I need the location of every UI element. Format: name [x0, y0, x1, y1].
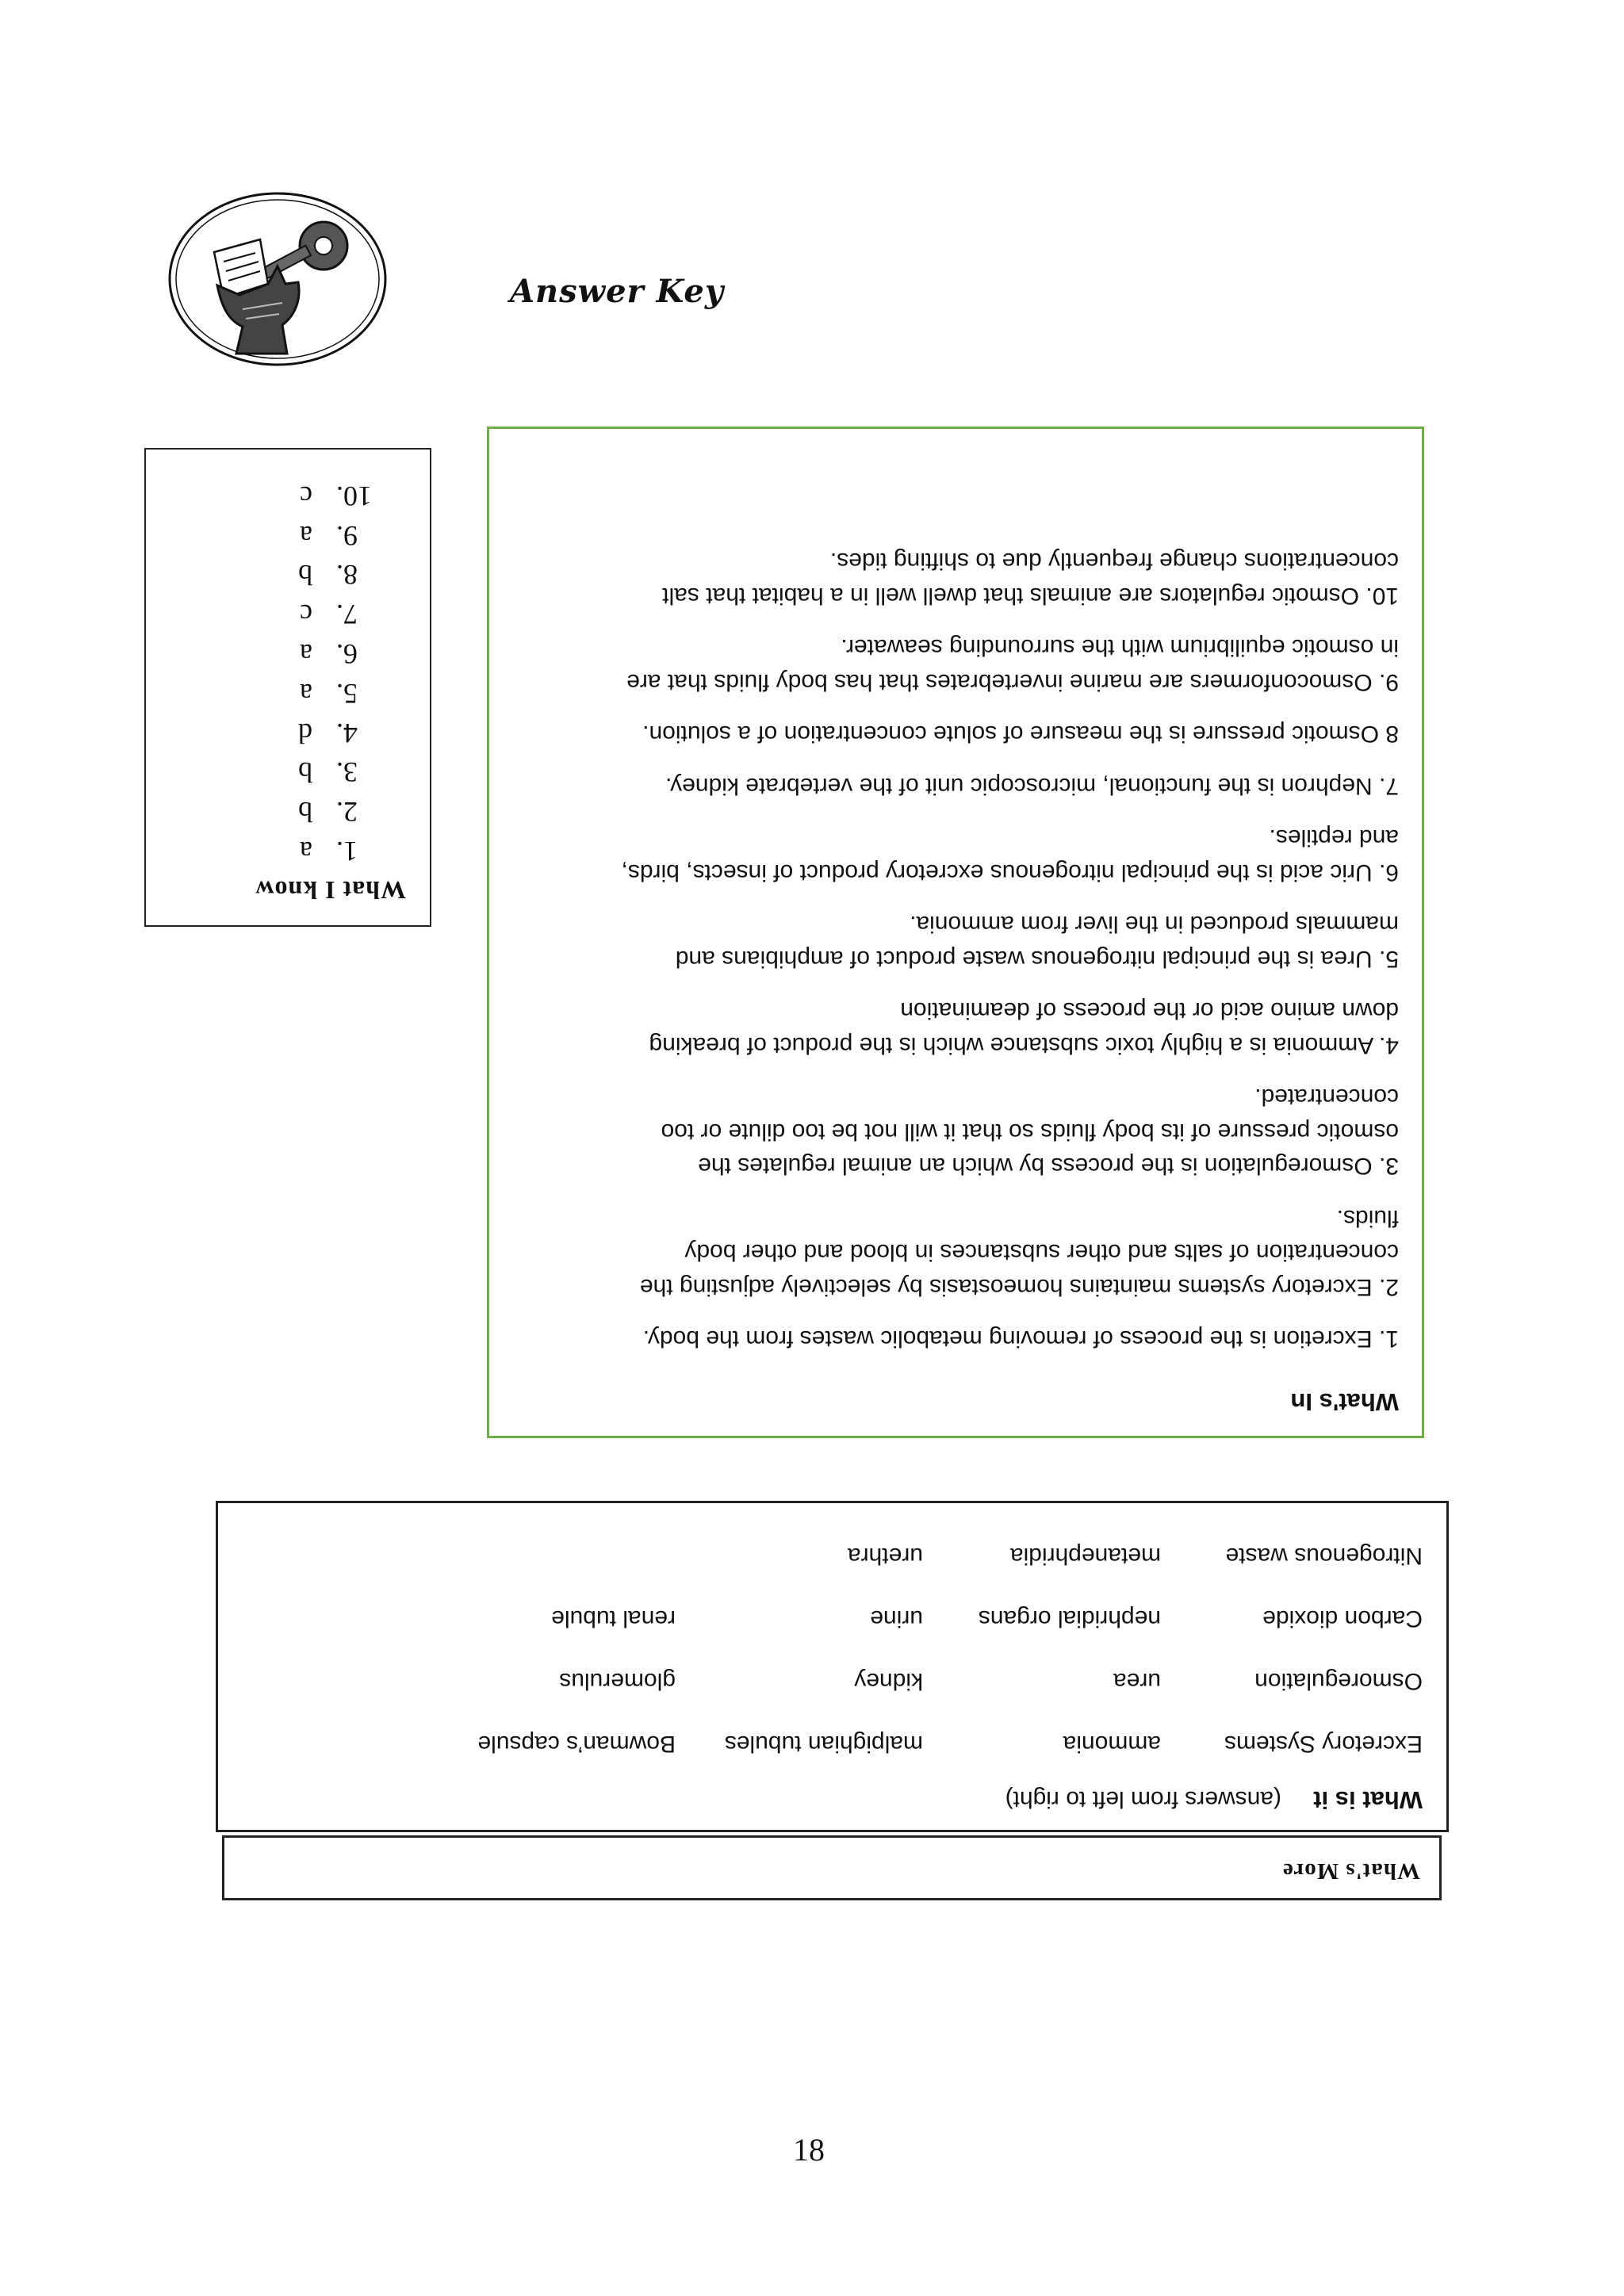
whats-in-item: [511, 544, 1399, 613]
answer-item: [170, 594, 406, 633]
what-is-it-term: urine: [870, 1605, 923, 1632]
whats-more-heading: What's More: [1282, 1858, 1420, 1884]
answer-letter: a: [300, 677, 312, 710]
what-is-it-term: kidney: [854, 1668, 923, 1694]
what-is-it-term: Osmoregulation: [1254, 1668, 1423, 1694]
answer-key-logo: [167, 190, 389, 369]
what-is-it-term: urea: [1113, 1668, 1161, 1694]
what-i-know-heading: What I know: [255, 876, 406, 905]
whats-in-item: [511, 993, 1399, 1062]
whats-in-line: 10. Osmotic regulators are animals that dwell well in a habitat that salt: [662, 583, 1399, 609]
answer-item: [170, 633, 406, 673]
answer-letter: a: [300, 519, 312, 552]
answer-item: [170, 476, 406, 515]
answer-letter: c: [300, 599, 312, 631]
what-is-it-term: [438, 1542, 676, 1569]
whats-in-line: concentration of salts and other substances in blood and other body: [684, 1239, 1399, 1266]
whats-in-item: [511, 1080, 1399, 1184]
whats-in-box: [487, 427, 1424, 1438]
what-is-it-term: Excretory Systems: [1224, 1731, 1423, 1757]
answer-number: 10.: [336, 480, 372, 512]
answer-item: [170, 515, 406, 555]
answer-number: 6.: [336, 638, 358, 671]
whats-in-line: 4. Ammonia is a highly toxic substance which is the product of breaking: [649, 1032, 1399, 1058]
answer-number: 1.: [336, 836, 358, 867]
whats-in-line: in osmotic equilibrium with the surrounding seawater.: [841, 634, 1399, 661]
answer-letter: b: [298, 796, 312, 828]
answer-item: [170, 791, 406, 831]
what-is-it-term: Carbon dioxide: [1262, 1605, 1423, 1632]
whats-in-line: 8 Osmotic pressure is the measure of solute concentration of a solution.: [642, 721, 1399, 748]
answer-number: 3.: [336, 756, 358, 789]
answer-letter: a: [300, 638, 312, 671]
whats-in-line: concentrated.: [1254, 1084, 1399, 1111]
whats-in-line: 3. Osmoregulation is the process by which an animal regulates the: [698, 1153, 1399, 1180]
whats-in-line: 2. Excretory systems maintains homeostasis by selectively adjusting the: [639, 1274, 1399, 1300]
what-is-it-term: glomerulus: [559, 1668, 676, 1694]
whats-in-line: concentrations change frequently due to shifting tides.: [829, 548, 1399, 575]
whats-in-item: [511, 769, 1399, 804]
what-is-it-term: malpighian tubules: [724, 1731, 923, 1757]
answer-number: 8.: [336, 559, 358, 591]
what-is-it-term: Bowman’s capsule: [477, 1731, 676, 1757]
whats-in-item: [511, 1322, 1399, 1357]
whats-in-line: 5. Urea is the principal nitrogenous waste product of amphibians and: [675, 946, 1399, 972]
whats-in-line: 1. Excretion is the process of removing metabolic wastes from the body.: [642, 1326, 1399, 1353]
whats-in-item: [511, 821, 1399, 890]
whats-in-item: [511, 630, 1399, 699]
what-is-it-note: (answers from left to right): [1005, 1786, 1281, 1812]
whats-more-box: [222, 1835, 1442, 1900]
whats-in-line: osmotic pressure of its body fluids so that it will not be too dilute or too: [661, 1119, 1399, 1145]
what-is-it-term: urethra: [847, 1543, 923, 1569]
whats-in-items: [511, 544, 1399, 1357]
answer-item: [170, 673, 406, 713]
answer-number: 2.: [336, 796, 358, 828]
answer-letter: b: [298, 559, 312, 591]
what-i-know-box: [144, 448, 431, 927]
page-number: 18: [793, 2132, 825, 2168]
whats-in-item: [511, 717, 1399, 752]
answer-letter: d: [298, 717, 312, 749]
answer-number: 9.: [336, 519, 358, 552]
what-is-it-term: ammonia: [1063, 1731, 1161, 1757]
answer-item: [170, 713, 406, 752]
whats-in-heading: What's In: [1290, 1388, 1399, 1416]
whats-in-line: 9. Osmoconformers are marine invertebrates that has body fluids that are: [626, 669, 1399, 695]
answer-number: 4.: [336, 717, 358, 749]
answer-item: [170, 831, 406, 871]
answer-letter: c: [300, 480, 312, 512]
what-is-it-term: metanephridia: [1009, 1543, 1161, 1569]
what-is-it-box: [216, 1501, 1449, 1832]
page-title: Answer Key: [510, 273, 725, 310]
whats-in-line: fluids.: [1336, 1205, 1399, 1231]
whats-in-line: 7. Nephron is the functional, microscopic unit of the vertebrate kidney.: [665, 773, 1399, 799]
what-is-it-grid: [242, 1542, 1423, 1757]
answer-number: 5.: [336, 677, 358, 710]
whats-in-line: down amino acid or the process of deamination: [900, 997, 1399, 1024]
what-is-it-term: nephridial organs: [978, 1605, 1161, 1632]
what-is-it-term: renal tubule: [551, 1605, 676, 1632]
whats-in-item: [511, 1201, 1399, 1305]
answer-number: 7.: [336, 599, 358, 631]
answer-letter: a: [300, 836, 312, 867]
answer-letter: b: [298, 756, 312, 789]
whats-in-line: 6. Uric acid is the principal nitrogenous excretory product of insects, birds,: [621, 859, 1399, 886]
what-is-it-title: What is it: [1313, 1786, 1423, 1814]
answer-item: [170, 752, 406, 792]
answer-list: [170, 476, 406, 871]
whats-in-line: mammals produced in the liver from ammonia.: [910, 911, 1399, 938]
whats-in-line: and reptiles.: [1269, 825, 1399, 851]
answer-item: [170, 555, 406, 595]
whats-in-item: [511, 907, 1399, 976]
what-is-it-term: Nitrogenous waste: [1225, 1543, 1423, 1569]
